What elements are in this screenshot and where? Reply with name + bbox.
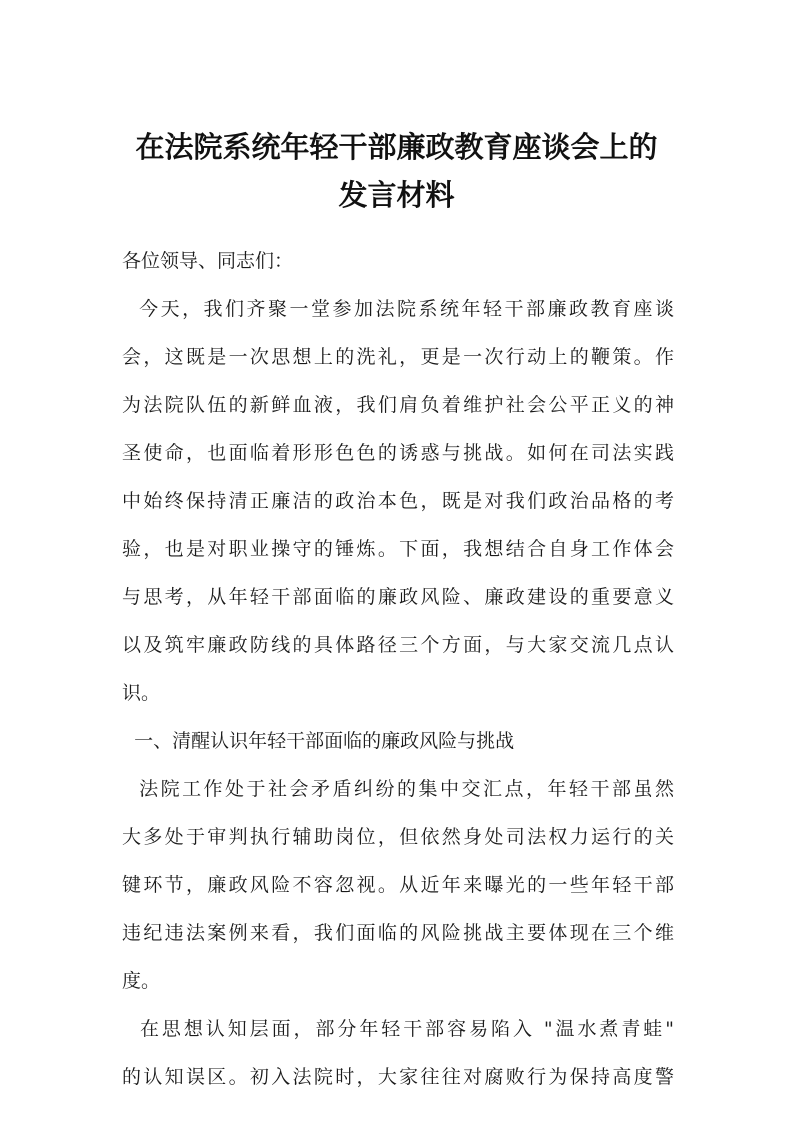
paragraph-line: 以及筑牢廉政防线的具体路径三个方面，与大家交流几点认 xyxy=(122,634,674,656)
document-title-line-2: 发言材料 xyxy=(338,178,455,212)
paragraph-line: 大多处于审判执行辅助岗位，但依然身处司法权力运行的关 xyxy=(122,826,674,848)
paragraph-line: 法院工作处于社会矛盾纠纷的集中交汇点，年轻干部虽然 xyxy=(122,778,674,800)
salutation: 各位领导、同志们： xyxy=(122,250,294,272)
paragraph-line: 中始终保持清正廉洁的政治本色，既是对我们政治品格的考 xyxy=(122,490,674,512)
paragraph-line: 验，也是对职业操守的锤炼。下面，我想结合自身工作体会 xyxy=(122,538,674,560)
paragraph-line: 度。 xyxy=(122,970,161,992)
paragraph-line: 键环节，廉政风险不容忽视。从近年来曝光的一些年轻干部 xyxy=(122,874,674,896)
paragraph-line: 与思考，从年轻干部面临的廉政风险、廉政建设的重要意义 xyxy=(122,586,674,608)
paragraph-line: 的认知误区。初入法院时，大家往往对腐败行为保持高度警 xyxy=(122,1066,674,1088)
document-title-line-1: 在法院系统年轻干部廉政教育座谈会上的 xyxy=(135,130,658,164)
paragraph-line: 违纪违法案例来看，我们面临的风险挑战主要体现在三个维 xyxy=(122,922,674,944)
paragraph-line: 今天，我们齐聚一堂参加法院系统年轻干部廉政教育座谈 xyxy=(122,298,674,320)
section-heading: 一、清醒认识年轻干部面临的廉政风险与挑战 xyxy=(122,730,515,752)
paragraph-line: 圣使命，也面临着形形色色的诱惑与挑战。如何在司法实践 xyxy=(122,442,674,464)
paragraph-line: 识。 xyxy=(122,682,161,704)
paragraph-line: 会，这既是一次思想上的洗礼，更是一次行动上的鞭策。作 xyxy=(122,346,674,368)
paragraph-line: 为法院队伍的新鲜血液，我们肩负着维护社会公平正义的神 xyxy=(122,394,674,416)
paragraph-line: 在思想认知层面，部分年轻干部容易陷入 "温水煮青蛙" xyxy=(122,1018,674,1040)
